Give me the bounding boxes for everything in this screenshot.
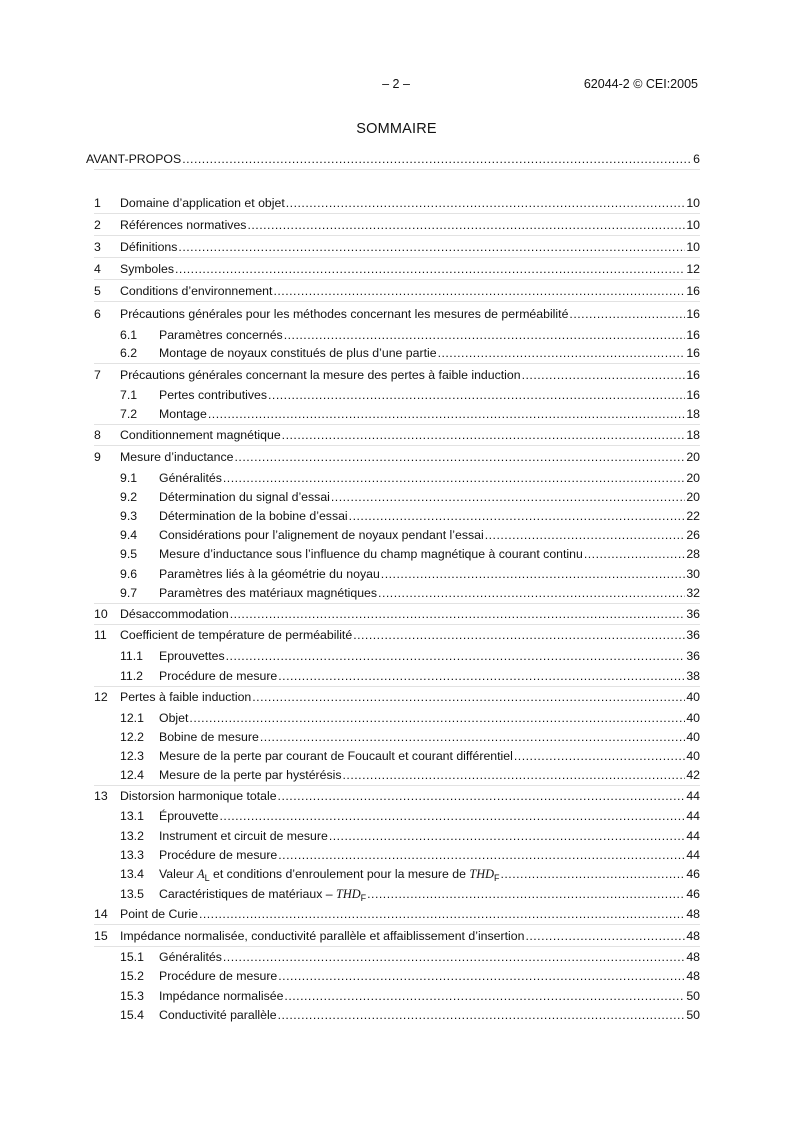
toc-entry[interactable] <box>94 928 700 944</box>
toc-entry-page: 10 <box>686 196 700 210</box>
toc-entry-number: 10 <box>94 607 108 621</box>
toc-entry-page: 16 <box>686 284 700 298</box>
toc-entry[interactable] <box>94 866 700 882</box>
toc-entry[interactable] <box>94 585 700 601</box>
toc-separator <box>94 301 700 302</box>
document-reference: 62044-2 © CEI:2005 <box>583 77 698 91</box>
toc-entry-page: 16 <box>686 388 700 402</box>
dot-leader <box>378 585 685 601</box>
toc-entry[interactable] <box>94 283 700 299</box>
toc-entry[interactable] <box>94 261 700 277</box>
toc-entry-title: Symboles <box>120 262 174 276</box>
toc-entry-page: 40 <box>686 749 700 763</box>
toc-entry-number: 15.1 <box>120 950 144 964</box>
toc-entry-title: Eprouvettes <box>159 649 225 663</box>
toc-entry[interactable] <box>94 546 700 562</box>
toc-separator <box>94 363 700 364</box>
dot-leader <box>199 906 685 922</box>
toc-entry-title: Bobine de mesure <box>159 730 259 744</box>
toc-entry-page: 38 <box>686 669 700 683</box>
toc-entry-title: Précautions générales concernant la mesure des pertes à faible induction <box>120 368 521 382</box>
toc-entry-title: Caractéristiques de matériaux – $THD_F$ <box>159 887 367 903</box>
toc-entry[interactable] <box>94 306 700 322</box>
toc-entry-page: 48 <box>686 907 700 921</box>
page-number: – 2 – <box>382 77 410 91</box>
toc-entry-page: 16 <box>686 346 700 360</box>
dot-leader <box>329 828 686 844</box>
toc-entry[interactable] <box>94 949 700 965</box>
toc-entry-title: Définitions <box>120 240 178 254</box>
toc-entry-title: Considérations pour l’alignement de noyaux pendant l’essai <box>159 528 484 542</box>
toc-entry[interactable] <box>94 710 700 726</box>
toc-entry-number: 13.1 <box>120 809 144 823</box>
toc-entry[interactable] <box>94 828 700 844</box>
toc-entry-title: Impédance normalisée, conductivité parallèle et affaiblissement d’insertion <box>120 929 525 943</box>
toc-entry[interactable] <box>94 886 700 902</box>
toc-entry[interactable] <box>94 345 700 361</box>
dot-leader <box>353 627 685 643</box>
dot-leader <box>522 367 686 383</box>
toc-entry-title: Montage de noyaux constitués de plus d’une partie <box>159 346 437 360</box>
toc-entry-number: 13 <box>94 789 108 803</box>
toc-entry-title: Domaine d’application et objet <box>120 196 285 210</box>
toc-entry-number: 9.5 <box>120 547 138 561</box>
toc-entry-title: Mesure de la perte par courant de Foucault et courant différentiel <box>159 749 513 763</box>
toc-entry-number: 15.4 <box>120 1008 144 1022</box>
toc-entry-page: 26 <box>686 528 700 542</box>
dot-leader <box>381 566 686 582</box>
dot-leader <box>485 527 686 543</box>
toc-entry-number: 12 <box>94 690 108 704</box>
dot-leader <box>230 606 686 622</box>
toc-entry-number: 11 <box>94 628 107 642</box>
toc-entry-title: Désaccommodation <box>120 607 229 621</box>
toc-entry-page: 44 <box>686 809 700 823</box>
toc-entry[interactable] <box>94 968 700 984</box>
toc-entry-number: 6.2 <box>120 346 138 360</box>
toc-separator <box>94 257 700 258</box>
toc-entry[interactable] <box>94 689 700 705</box>
toc-entry[interactable] <box>94 239 700 255</box>
dot-leader <box>282 427 686 443</box>
toc-entry[interactable] <box>94 748 700 764</box>
toc-entry-page: 28 <box>686 547 700 561</box>
toc-entry-title: Impédance normalisée <box>159 989 284 1003</box>
toc-entry-title: Mesure d’inductance sous l’influence du champ magnétique à courant continu <box>159 547 583 561</box>
dot-leader <box>175 261 685 277</box>
toc-entry[interactable] <box>94 427 700 443</box>
toc-entry-title: Mesure d’inductance <box>120 450 234 464</box>
dot-leader <box>273 283 685 299</box>
toc-entry-number: 6.1 <box>120 328 138 342</box>
toc-entry-number: 9.3 <box>120 509 138 523</box>
toc-entry-page: 16 <box>686 328 700 342</box>
toc-entry-title: Conditionnement magnétique <box>120 428 281 442</box>
toc-entry-page: 42 <box>686 768 700 782</box>
toc-entry-number: 13.2 <box>120 829 144 843</box>
toc-entry[interactable] <box>94 470 700 486</box>
page-title: SOMMAIRE <box>356 121 437 137</box>
toc-entry-title: Généralités <box>159 950 222 964</box>
toc-entry-page: 16 <box>686 368 700 382</box>
toc-entry-number: 7.2 <box>120 407 138 421</box>
toc-entry[interactable] <box>94 195 700 211</box>
toc-entry-page: 16 <box>686 307 700 321</box>
toc-entry-number: 15.2 <box>120 969 144 983</box>
toc-entry-title: Instrument et circuit de mesure <box>159 829 328 843</box>
toc-entry-title: Précautions générales pour les méthodes concernant les mesures de perméabilité <box>120 307 569 321</box>
toc-entry-page: 30 <box>686 567 700 581</box>
toc-entry-title: Détermination de la bobine d’essai <box>159 509 348 523</box>
toc-entry-number: 14 <box>94 907 108 921</box>
toc-entry-title: Montage <box>159 407 207 421</box>
toc-entry-number: 12.3 <box>120 749 144 763</box>
toc-entry-title: Généralités <box>159 471 222 485</box>
toc-entry-number: 15 <box>94 929 108 943</box>
toc-entry-title: Conductivité parallèle <box>159 1008 277 1022</box>
toc-entry[interactable] <box>94 627 700 643</box>
toc-entry-page: 18 <box>686 407 700 421</box>
toc-entry-title: Procédure de mesure <box>159 848 278 862</box>
dot-leader <box>331 489 685 505</box>
toc-entry[interactable] <box>94 387 700 403</box>
toc-entry-title: Éprouvette <box>159 809 219 823</box>
toc-entry[interactable] <box>94 1007 700 1023</box>
toc-separator <box>94 603 700 604</box>
toc-entry[interactable] <box>94 668 700 684</box>
dot-leader <box>268 387 685 403</box>
toc-entry-number: 2 <box>94 218 101 232</box>
toc-entry-title: Paramètres des matériaux magnétiques <box>159 586 378 600</box>
dot-leader <box>569 306 685 322</box>
dot-leader <box>278 788 686 804</box>
toc-entry-page: 32 <box>686 586 700 600</box>
toc-entry-title: Paramètres liés à la géométrie du noyau <box>159 567 380 581</box>
toc-entry-number: 9.4 <box>120 528 138 542</box>
toc-entry-page: 22 <box>686 509 700 523</box>
toc-entry-title: Procédure de mesure <box>159 969 278 983</box>
dot-leader <box>278 847 685 863</box>
toc-entry-page: 6 <box>693 152 700 166</box>
toc-entry-number: 7.1 <box>120 388 138 402</box>
toc-entry[interactable] <box>94 406 700 422</box>
toc-entry-number: 12.1 <box>120 711 144 725</box>
toc-entry-number: 11.2 <box>120 669 144 683</box>
toc-entry-number: 1 <box>94 196 101 210</box>
toc-entry-number: 4 <box>94 262 101 276</box>
toc-separator <box>94 169 700 170</box>
dot-leader <box>514 748 685 764</box>
toc-entry[interactable] <box>94 327 700 343</box>
dot-leader <box>252 689 685 705</box>
toc-entry-page: 48 <box>686 929 700 943</box>
toc-entry[interactable] <box>94 767 700 783</box>
toc-entry[interactable] <box>86 151 700 167</box>
dot-leader <box>500 866 685 882</box>
toc-entry[interactable] <box>94 508 700 524</box>
toc-entry-number: 9.6 <box>120 567 138 581</box>
toc-separator <box>94 445 700 446</box>
dot-leader <box>284 327 686 343</box>
dot-leader <box>349 508 686 524</box>
toc-entry[interactable] <box>94 489 700 505</box>
toc-entry-number: 9.7 <box>120 586 138 600</box>
toc-entry-page: 20 <box>686 471 700 485</box>
toc-entry[interactable] <box>94 527 700 543</box>
dot-leader <box>223 949 685 965</box>
toc-entry-page: 44 <box>686 829 700 843</box>
dot-leader <box>278 1007 686 1023</box>
toc-entry-number: 9.1 <box>120 471 138 485</box>
toc-entry[interactable] <box>94 906 700 922</box>
toc-entry-number: 6 <box>94 307 101 321</box>
dot-leader <box>286 195 686 211</box>
toc-entry-page: 48 <box>686 950 700 964</box>
toc-entry-title: Procédure de mesure <box>159 669 278 683</box>
toc-entry-title: Références normatives <box>120 218 247 232</box>
toc-entry-page: 36 <box>686 649 700 663</box>
toc-entry-number: 8 <box>94 428 101 442</box>
toc-separator <box>94 946 700 947</box>
dot-leader <box>525 928 685 944</box>
toc-entry-title: Pertes à faible induction <box>120 690 252 704</box>
dot-leader <box>223 470 685 486</box>
toc-entry-title: Coefficient de température de perméabilité <box>120 628 353 642</box>
toc-separator <box>94 924 700 925</box>
toc-entry[interactable] <box>94 788 700 804</box>
toc-separator <box>94 235 700 236</box>
dot-leader <box>247 217 685 233</box>
dot-leader <box>278 668 685 684</box>
dot-leader <box>284 988 685 1004</box>
toc-entry[interactable] <box>94 808 700 824</box>
toc-entry-number: 5 <box>94 284 101 298</box>
dot-leader <box>438 345 686 361</box>
toc-entry-page: 10 <box>686 218 700 232</box>
toc-entry-number: 9.2 <box>120 490 138 504</box>
dot-leader <box>178 239 685 255</box>
dot-leader <box>226 648 686 664</box>
dot-leader <box>278 968 685 984</box>
dot-leader <box>208 406 685 422</box>
toc-entry[interactable] <box>94 217 700 233</box>
toc-entry-title: AVANT-PROPOS <box>86 152 182 166</box>
toc-entry[interactable] <box>94 449 700 465</box>
toc-entry-title: Paramètres concernés <box>159 328 283 342</box>
toc-entry-page: 50 <box>686 1008 700 1022</box>
toc-entry-page: 44 <box>686 789 700 803</box>
toc-entry-page: 20 <box>686 450 700 464</box>
toc-entry-number: 13.5 <box>120 887 144 901</box>
toc-separator <box>94 279 700 280</box>
toc-entry-number: 3 <box>94 240 101 254</box>
toc-entry-page: 46 <box>686 867 700 881</box>
toc-entry[interactable] <box>94 648 700 664</box>
toc-entry-title: Objet <box>159 711 189 725</box>
toc-entry[interactable] <box>94 847 700 863</box>
toc-entry-number: 7 <box>94 368 101 382</box>
dot-leader <box>343 767 686 783</box>
toc-entry-page: 36 <box>686 628 700 642</box>
toc-entry-page: 40 <box>686 730 700 744</box>
toc-separator <box>94 213 700 214</box>
dot-leader <box>260 729 686 745</box>
toc-entry-number: 13.3 <box>120 848 144 862</box>
toc-entry-page: 46 <box>686 887 700 901</box>
toc-entry-title: Distorsion harmonique totale <box>120 789 277 803</box>
toc-separator <box>94 424 700 425</box>
toc-entry[interactable] <box>94 566 700 582</box>
toc-entry-page: 10 <box>686 240 700 254</box>
toc-entry[interactable] <box>94 367 700 383</box>
dot-leader <box>584 546 685 562</box>
toc-entry-page: 48 <box>686 969 700 983</box>
toc-entry-page: 40 <box>686 690 700 704</box>
toc-entry-page: 36 <box>686 607 700 621</box>
toc-entry-title: Pertes contributives <box>159 388 267 402</box>
toc-separator <box>94 624 700 625</box>
toc-entry-title: Valeur $A_L$ et conditions d’enroulement pour la mesure de $THD_F$ <box>159 867 500 883</box>
dot-leader <box>182 151 692 167</box>
toc-entry-number: 12.4 <box>120 768 144 782</box>
toc-entry-page: 50 <box>686 989 700 1003</box>
toc-entry-page: 20 <box>686 490 700 504</box>
toc-entry-page: 18 <box>686 428 700 442</box>
toc-entry-page: 12 <box>686 262 700 276</box>
toc-entry-number: 12.2 <box>120 730 144 744</box>
dot-leader <box>234 449 685 465</box>
toc-entry-number: 15.3 <box>120 989 144 1003</box>
toc-entry[interactable] <box>94 988 700 1004</box>
toc-entry-page: 44 <box>686 848 700 862</box>
toc-entry-title: Mesure de la perte par hystérésis <box>159 768 342 782</box>
toc-entry[interactable] <box>94 729 700 745</box>
toc-entry-number: 13.4 <box>120 867 144 881</box>
dot-leader <box>367 886 685 902</box>
toc-entry-title: Détermination du signal d’essai <box>159 490 330 504</box>
dot-leader <box>219 808 685 824</box>
toc-separator <box>94 785 700 786</box>
toc-entry-title: Conditions d’environnement <box>120 284 273 298</box>
toc-entry-title: Point de Curie <box>120 907 198 921</box>
toc-entry-number: 9 <box>94 450 101 464</box>
toc-entry-page: 40 <box>686 711 700 725</box>
toc-entry[interactable] <box>94 606 700 622</box>
dot-leader <box>189 710 685 726</box>
toc-separator <box>94 686 700 687</box>
toc-entry-number: 11.1 <box>120 649 144 663</box>
